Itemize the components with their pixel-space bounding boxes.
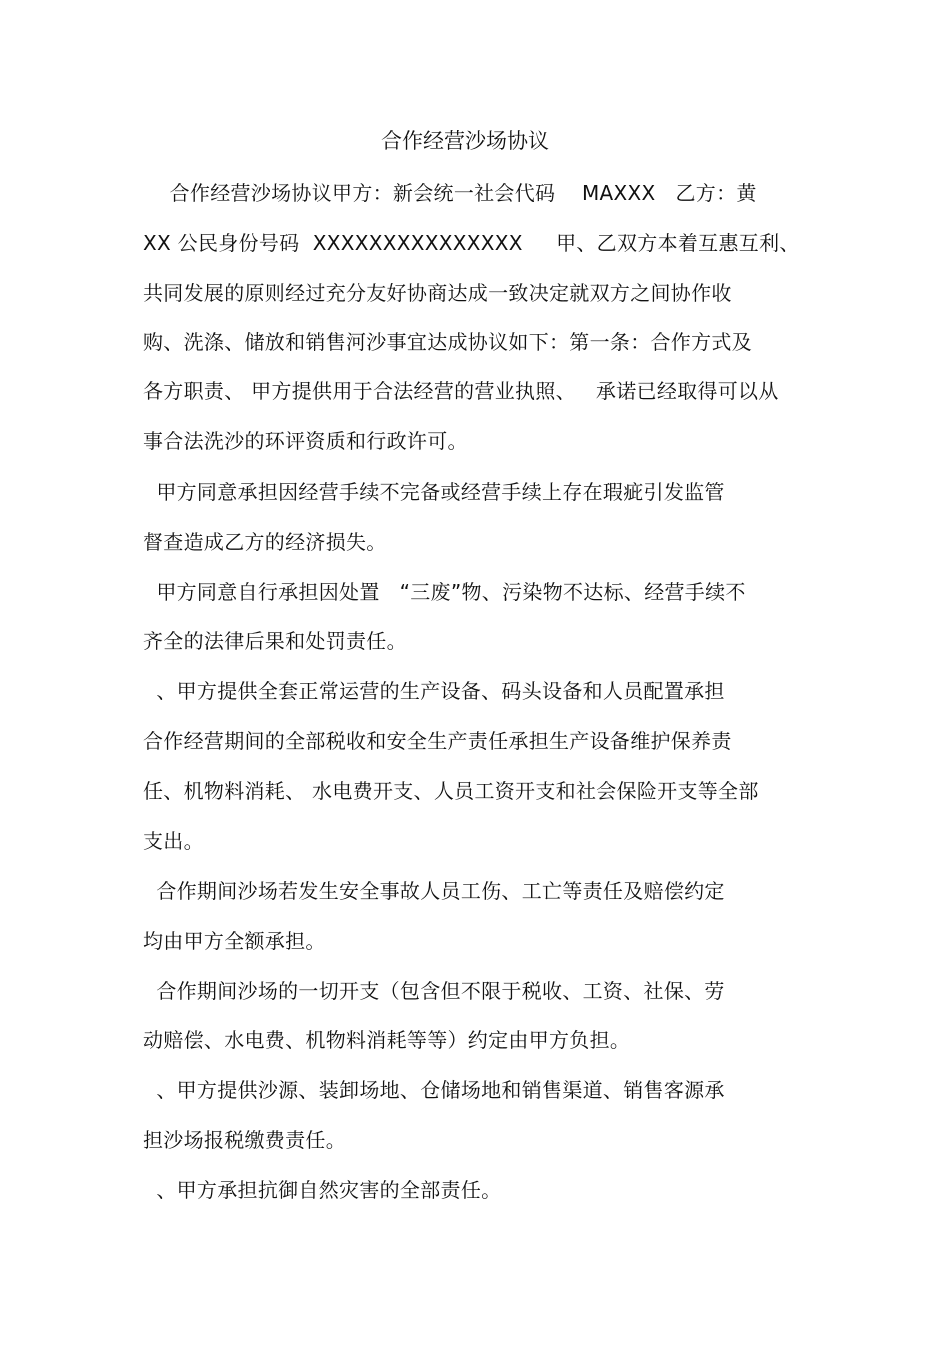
paragraph-line: 各方职责、 甲方提供用于合法经营的营业执照、 承诺已经取得可以从 xyxy=(143,379,779,403)
paragraph-line: 合作期间沙场若发生安全事故人员工伤、工亡等责任及赔偿约定 xyxy=(143,879,725,903)
paragraph-line: XX 公民身份号码 XXXXXXXXXXXXXXX 甲、乙双方本着互惠互利、 xyxy=(143,231,800,255)
paragraph-line: 共同发展的原则经过充分友好协商达成一致决定就双方之间协作收 xyxy=(143,281,732,305)
document-title: 合作经营沙场协议 xyxy=(381,129,549,153)
paragraph-line: 均由甲方全额承担。 xyxy=(143,929,326,953)
paragraph-line: 、甲方提供沙源、装卸场地、仓储场地和销售渠道、销售客源承 xyxy=(143,1078,725,1102)
paragraph-line: 齐全的法律后果和处罚责任。 xyxy=(143,629,407,653)
paragraph-line: 、甲方承担抗御自然灾害的全部责任。 xyxy=(143,1178,502,1202)
paragraph-line: 事合法洗沙的环评资质和行政许可。 xyxy=(143,429,468,453)
paragraph-line: 合作期间沙场的一切开支（包含但不限于税收、工资、社保、劳 xyxy=(143,979,725,1003)
paragraph-line: 支出。 xyxy=(143,829,204,853)
paragraph-line: 购、洗涤、储放和销售河沙事宜达成协议如下：第一条：合作方式及 xyxy=(143,330,752,354)
paragraph-line: 督查造成乙方的经济损失。 xyxy=(143,530,387,554)
paragraph-line: 甲方同意自行承担因处置 “三废”物、污染物不达标、经营手续不 xyxy=(143,580,746,604)
paragraph-line: 任、机物料消耗、 水电费开支、人员工资开支和社会保险开支等全部 xyxy=(143,779,759,803)
paragraph-line: 合作经营沙场协议甲方：新会统一社会代码 MAXXX 乙方：黄 xyxy=(143,181,757,205)
paragraph-line: 合作经营期间的全部税收和安全生产责任承担生产设备维护保养责 xyxy=(143,729,732,753)
paragraph-line: 担沙场报税缴费责任。 xyxy=(143,1128,346,1152)
paragraph-line: 、甲方提供全套正常运营的生产设备、码头设备和人员配置承担 xyxy=(143,679,725,703)
paragraph-line: 动赔偿、水电费、机物料消耗等等）约定由甲方负担。 xyxy=(143,1028,631,1052)
paragraph-line: 甲方同意承担因经营手续不完备或经营手续上存在瑕疵引发监管 xyxy=(143,480,725,504)
